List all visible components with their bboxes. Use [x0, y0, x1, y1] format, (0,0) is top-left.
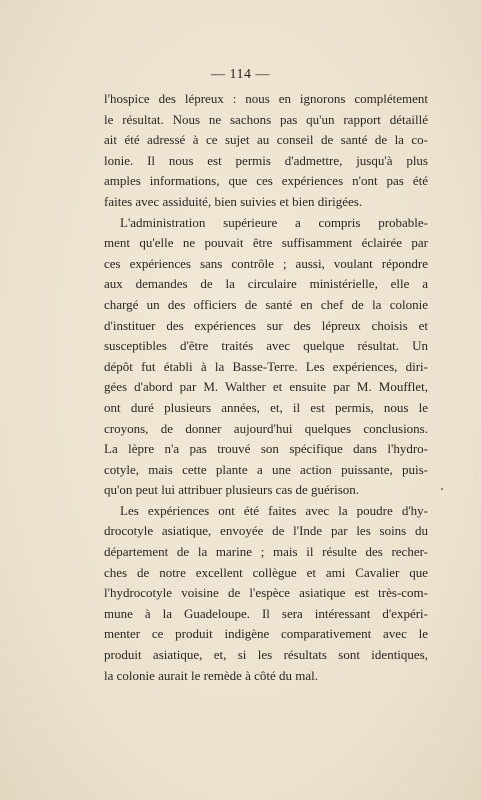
text-line: ment qu'elle ne pouvait être suffisamment éclairée par [104, 235, 428, 251]
text-line: dépôt fut établi à la Basse-Terre. Les expériences, diri- [104, 358, 428, 374]
text-line: le résultat. Nous ne sachons pas qu'un rapport détaillé [104, 111, 428, 127]
page-number: — 114 — [211, 67, 270, 82]
paragraph [104, 213, 428, 501]
text-line: croyons, de donner aujourd'hui quelques conclusions. [104, 420, 428, 436]
text-line: ait été adressé à ce sujet au conseil de santé de la co- [104, 132, 428, 148]
text-line: produit asiatique, et, si les résultats sont identiques, [104, 647, 428, 663]
text-line: l'hospice des lépreux : nous en ignorons complétement [104, 91, 428, 106]
body-text [104, 89, 428, 686]
text-line: susceptibles d'être traités avec quelque résultat. Un [104, 338, 428, 354]
text-line: qu'on peut lui attribuer plusieurs cas de guérison. [104, 482, 360, 498]
text-line: menter ce produit indigène comparativement avec le [104, 626, 428, 642]
text-line: La lèpre n'a pas trouvé son spécifique dans l'hydro- [104, 441, 428, 457]
text-line: Les expériences ont été faites avec la poudre d'hy- [120, 502, 428, 518]
paragraph [104, 89, 428, 213]
text-line: département de la marine ; mais il résulte des recher- [104, 544, 428, 560]
text-line: cotyle, mais cette plante a une action puissante, puis- [104, 461, 428, 477]
text-line: drocotyle asiatique, envoyée de l'Inde par les soins du [104, 523, 428, 539]
text-line: mune à la Guadeloupe. Il sera intéressant d'expéri- [104, 605, 428, 621]
text-line: lonie. Il nous est permis d'admettre, jusqu'à plus [104, 152, 428, 168]
paragraph [104, 501, 428, 686]
text-line: gées d'abord par M. Walther et ensuite par M. Moufflet, [104, 379, 428, 395]
text-line: ches de notre excellent collègue et ami Cavalier que [104, 564, 428, 580]
text-line: ces expériences sans contrôle ; aussi, voulant répondre [104, 255, 428, 271]
text-line: la colonie aurait le remède à côté du mal. [104, 667, 319, 683]
text-line: ont duré plusieurs années, et, il est permis, nous le [104, 399, 428, 415]
text-line: chargé un des officiers de santé en chef de la colonie [104, 296, 428, 312]
text-line: l'hydrocotyle voisine de l'espèce asiatique est très-com- [104, 585, 428, 601]
paper-speck [441, 488, 443, 490]
text-line: amples informations, que ces expériences n'ont pas été [104, 173, 428, 189]
text-line: d'instituer des expériences sur des lépreux choisis et [104, 317, 428, 333]
text-line: faites avec assiduité, bien suivies et bien dirigées. [104, 193, 363, 209]
text-line: L'administration supérieure a compris probable- [120, 214, 428, 230]
text-line: aux demandes de la circulaire ministérielle, elle a [104, 276, 428, 292]
